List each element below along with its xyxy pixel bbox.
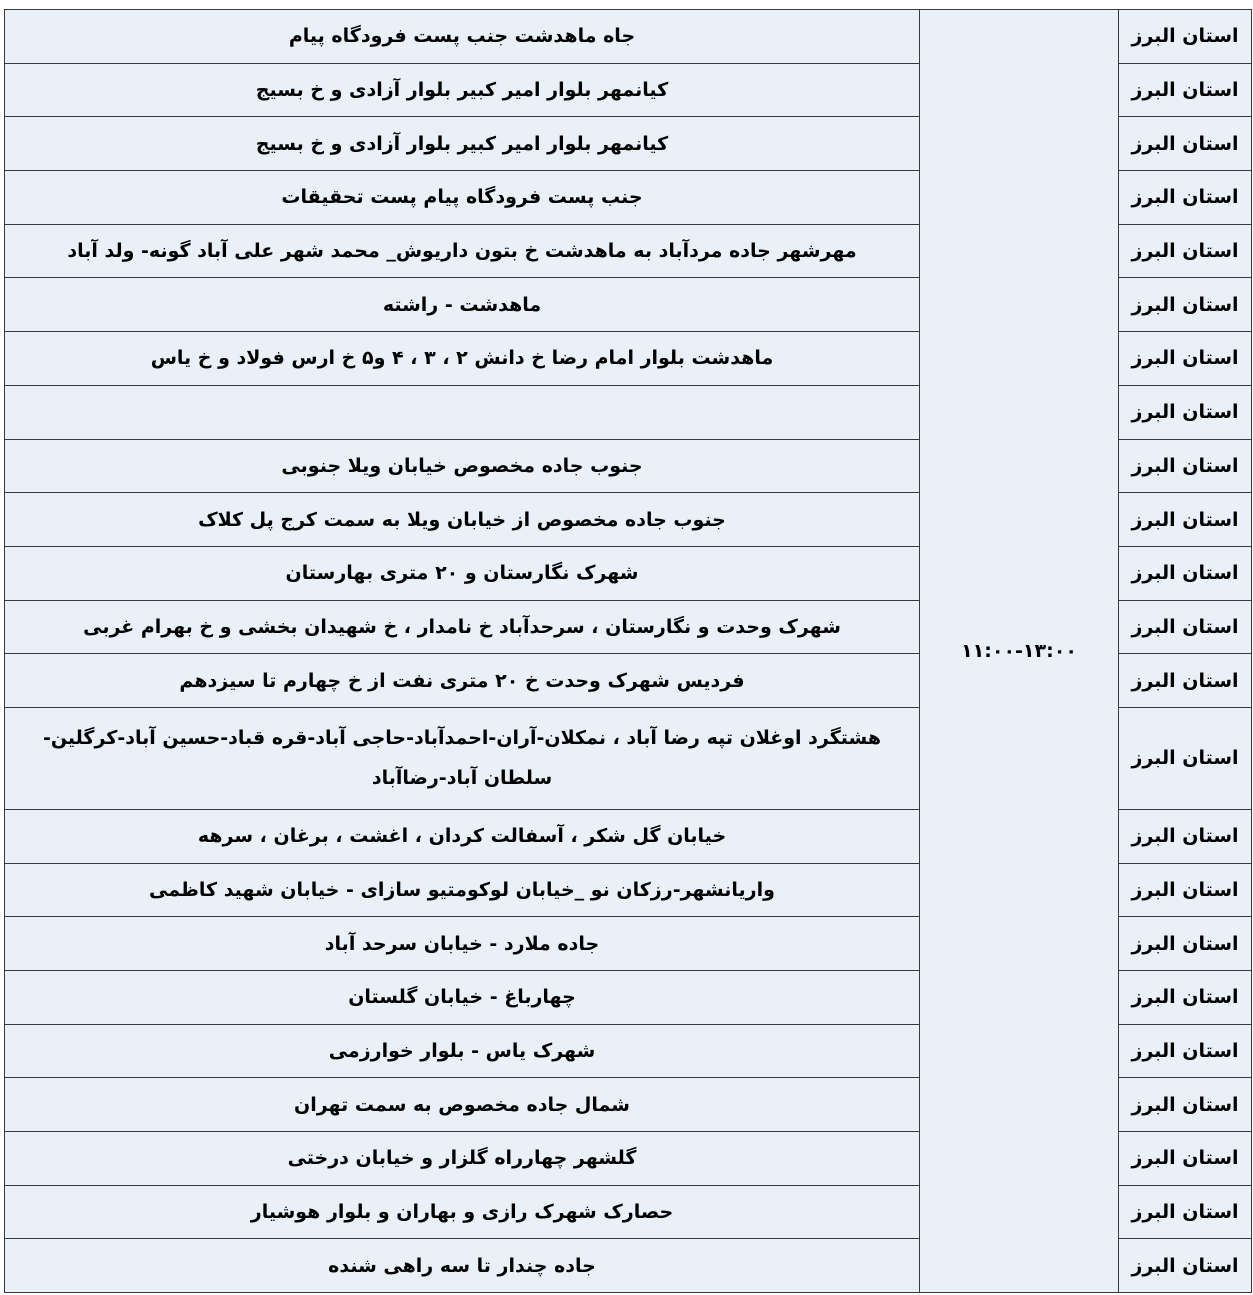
- area-cell: حصارک شهرک رازی و بهاران و بلوار هوشیار: [5, 1185, 920, 1239]
- province-cell: استان البرز: [1119, 917, 1252, 971]
- province-cell: استان البرز: [1119, 1132, 1252, 1186]
- province-cell: استان البرز: [1119, 493, 1252, 547]
- province-cell: استان البرز: [1119, 654, 1252, 708]
- area-cell: [5, 385, 920, 439]
- area-cell: هشتگرد اوغلان تپه رضا آباد ، نمکلان-آران-احمدآباد-حاجی آباد-قره قباد-حسین آباد-کرگلین-سلطان آباد-رضاآباد: [5, 707, 920, 809]
- area-cell: شمال جاده مخصوص به سمت تهران: [5, 1078, 920, 1132]
- province-cell: استان البرز: [1119, 10, 1252, 64]
- province-cell: استان البرز: [1119, 1024, 1252, 1078]
- outage-table: [4, 9, 1252, 1293]
- province-cell: استان البرز: [1119, 1185, 1252, 1239]
- area-cell: ماهدشت - راشته: [5, 278, 920, 332]
- province-cell: استان البرز: [1119, 971, 1252, 1025]
- province-cell: استان البرز: [1119, 278, 1252, 332]
- area-cell: کیانمهر بلوار امیر کبیر بلوار آزادی و خ بسیج: [5, 117, 920, 171]
- province-cell: استان البرز: [1119, 63, 1252, 117]
- area-cell: ماهدشت بلوار امام رضا خ دانش ۲ ، ۳ ، ۴ و۵ خ ارس فولاد و خ یاس: [5, 332, 920, 386]
- area-cell: جاده چندار تا سه راهی شنده: [5, 1239, 920, 1293]
- province-cell: استان البرز: [1119, 546, 1252, 600]
- area-cell: جنوب جاده مخصوص خیابان ویلا جنوبی: [5, 439, 920, 493]
- province-cell: استان البرز: [1119, 809, 1252, 863]
- area-cell: شهرک نگارستان و ۲۰ متری بهارستان: [5, 546, 920, 600]
- province-cell: استان البرز: [1119, 439, 1252, 493]
- area-cell: واریانشهر-رزکان نو _خیابان لوکومتیو سازای - خیابان شهید کاظمی: [5, 863, 920, 917]
- province-cell: استان البرز: [1119, 863, 1252, 917]
- area-cell: گلشهر چهارراه گلزار و خیابان درختی: [5, 1132, 920, 1186]
- outage-table-body: [5, 10, 1252, 1293]
- area-cell: جنوب جاده مخصوص از خیابان ویلا به سمت کرج پل کلاک: [5, 493, 920, 547]
- province-cell: استان البرز: [1119, 385, 1252, 439]
- area-cell: خیابان گل شکر ، آسفالت کردان ، اغشت ، برغان ، سرهه: [5, 809, 920, 863]
- outage-schedule: [4, 9, 1251, 1293]
- area-cell: جنب پست فرودگاه پیام پست تحقیقات: [5, 171, 920, 225]
- area-cell: جاده ملارد - خیابان سرحد آباد: [5, 917, 920, 971]
- area-cell: مهرشهر جاده مردآباد به ماهدشت خ بتون داریوش_ محمد شهر علی آباد گونه- ولد آباد: [5, 224, 920, 278]
- area-cell: فردیس شهرک وحدت خ ۲۰ متری نفت از خ چهارم تا سیزدهم: [5, 654, 920, 708]
- province-cell: استان البرز: [1119, 171, 1252, 225]
- province-cell: استان البرز: [1119, 1239, 1252, 1293]
- province-cell: استان البرز: [1119, 707, 1252, 809]
- area-cell: شهرک وحدت و نگارستان ، سرحدآباد خ نامدار ، خ شهیدان بخشی و خ بهرام غربی: [5, 600, 920, 654]
- area-cell: شهرک یاس - بلوار خوارزمی: [5, 1024, 920, 1078]
- province-cell: استان البرز: [1119, 600, 1252, 654]
- province-cell: استان البرز: [1119, 224, 1252, 278]
- province-cell: استان البرز: [1119, 1078, 1252, 1132]
- area-cell: چهارباغ - خیابان گلستان: [5, 971, 920, 1025]
- area-cell: جاه ماهدشت جنب پست فرودگاه پیام: [5, 10, 920, 64]
- province-cell: استان البرز: [1119, 332, 1252, 386]
- area-cell: کیانمهر بلوار امیر کبیر بلوار آزادی و خ بسیج: [5, 63, 920, 117]
- province-cell: استان البرز: [1119, 117, 1252, 171]
- table-row: [5, 10, 1252, 64]
- time-range-cell: ۱۱:۰۰-۱۳:۰۰: [920, 10, 1119, 1293]
